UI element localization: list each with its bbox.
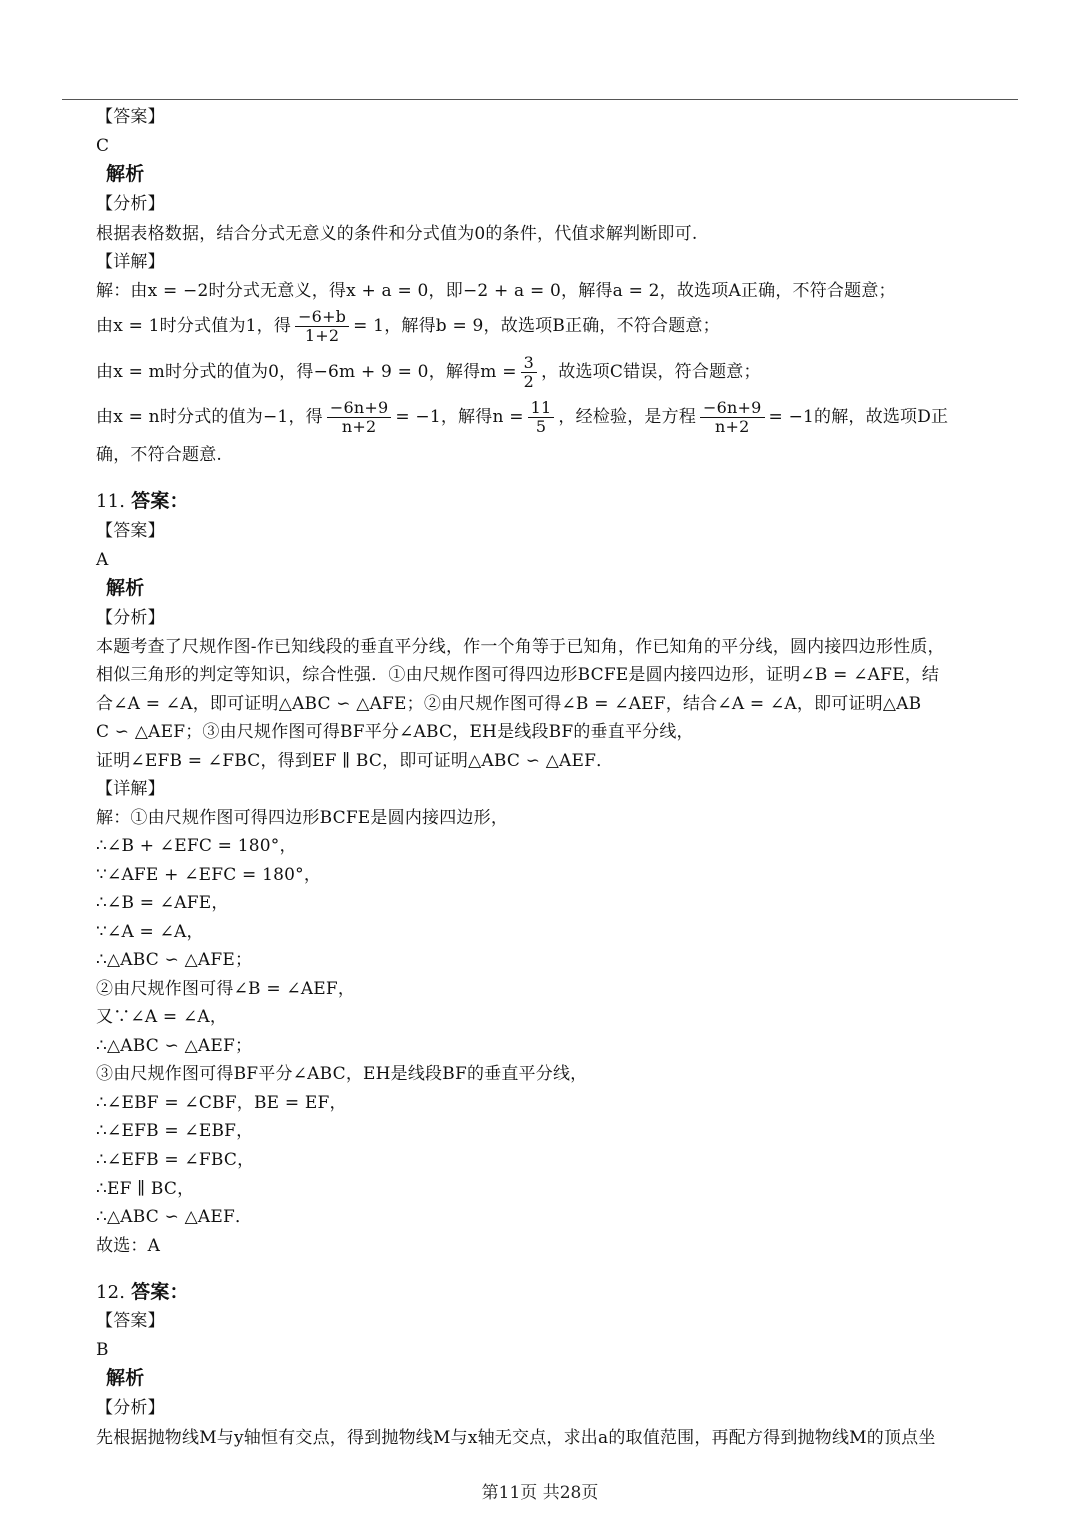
q11-step: ∵∠AFE + ∠EFC = 180°， <box>96 865 322 885</box>
q10-solution-line-5: 确，不符合题意. <box>96 445 223 465</box>
fraction-denominator: 2 <box>523 372 535 391</box>
q11-fenxi-line: 合∠A = ∠A，即可证明△ABC ∽ △AFE；②由尺规作图可得∠B = ∠AEF，结合∠A = ∠A，即可证明△AB <box>96 694 922 714</box>
q10-l3-pre: 由x = m时分式的值为0，得−6m + 9 = 0，解得m = <box>96 362 517 382</box>
q12-heading-label: 答案： <box>131 1281 189 1303</box>
q11-fenxi-line: C ∽ △AEF；③由尺规作图可得BF平分∠ABC，EH是线段BF的垂直平分线， <box>96 722 694 742</box>
q12-analysis-title: 解析 <box>106 1367 145 1389</box>
q10-fenxi-text: 根据表格数据，结合分式无意义的条件和分式值为0的条件，代值求解判断即可. <box>96 224 698 244</box>
q11-step: ∴△ABC ∽ △AFE； <box>96 950 253 970</box>
q11-fenxi-line: 证明∠EFB = ∠FBC，得到EF ∥ BC，即可证明△ABC ∽ △AEF． <box>96 751 614 771</box>
q11-step: ∴∠B + ∠EFC = 180°， <box>96 836 297 856</box>
q10-l2-pre: 由x = 1时分式值为1，得 <box>96 316 292 336</box>
fraction-numerator: 11 <box>528 399 555 418</box>
fraction-numerator: −6+b <box>295 308 349 327</box>
q11-step: 解：①由尺规作图可得四边形BCFE是圆内接四边形， <box>96 808 509 828</box>
q11-fenxi-line: 相似三角形的判定等知识，综合性强．①由尺规作图可得四边形BCFE是圆内接四边形，证明∠B = ∠AFE，结 <box>96 665 940 685</box>
header-rule <box>62 99 1018 100</box>
fraction-denominator: 1+2 <box>304 326 340 345</box>
q11-heading-label: 答案： <box>131 490 189 512</box>
q10-solution-line-4 <box>96 397 948 437</box>
q11-step: ∴△ABC ∽ △AEF； <box>96 1036 253 1056</box>
q11-step: ③由尺规作图可得BF平分∠ABC，EH是线段BF的垂直平分线， <box>96 1064 588 1084</box>
q11-step: ∴EF ∥ BC， <box>96 1179 195 1199</box>
q10-l4-pre: 由x = n时分式的值为−1，得 <box>96 407 323 427</box>
fraction-denominator: n+2 <box>715 417 750 436</box>
q10-xiangjie-label: 【详解】 <box>96 252 165 272</box>
q11-step: ∴∠EBF = ∠CBF，BE = EF， <box>96 1093 347 1113</box>
q10-l3-fraction <box>521 354 537 391</box>
fraction-denominator: n+2 <box>341 417 377 436</box>
q10-l4-mid2: ，经检验，是方程 <box>558 407 697 427</box>
q11-number: 11. <box>96 491 126 512</box>
q12-answer-label: 【答案】 <box>96 1311 165 1331</box>
q10-solution-line-3 <box>96 352 761 392</box>
q10-solution-line-1: 解：由x = −2时分式无意义，得x + a = 0，即−2 + a = 0，解得a = 2，故选项A正确，不符合题意； <box>96 281 896 301</box>
q12-fenxi-label: 【分析】 <box>96 1398 165 1418</box>
q11-analysis-title: 解析 <box>106 577 145 599</box>
q12-fenxi-text: 先根据抛物线M与y轴恒有交点，得到抛物线M与x轴无交点，求出a的取值范围，再配方得到抛物线M的顶点坐 <box>96 1428 936 1448</box>
q11-xiangjie-label: 【详解】 <box>96 779 165 799</box>
q11-heading <box>96 489 189 514</box>
q10-analysis-title: 解析 <box>106 163 145 185</box>
q10-l4-fraction-1 <box>327 399 391 436</box>
q11-fenxi-line: 本题考查了尺规作图-作已知线段的垂直平分线，作一个角等于已知角，作已知角的平分线，圆内接四边形性质， <box>96 637 945 657</box>
q11-step: 又∵∠A = ∠A， <box>96 1007 228 1027</box>
q12-answer: B <box>96 1340 109 1360</box>
q10-answer-label: 【答案】 <box>96 107 165 127</box>
q11-step: ∴△ABC ∽ △AEF． <box>96 1207 253 1227</box>
q10-l4-post: = −1的解，故选项D正 <box>768 407 949 427</box>
q10-l2-fraction <box>295 308 349 345</box>
q11-answer-label: 【答案】 <box>96 521 165 541</box>
q11-fenxi-label: 【分析】 <box>96 608 165 628</box>
q11-step: ∴∠EFB = ∠FBC， <box>96 1150 255 1170</box>
q10-l2-post: = 1，解得b = 9，故选项B正确，不符合题意； <box>353 316 720 336</box>
q10-fenxi-label: 【分析】 <box>96 194 165 214</box>
q11-step: ∴∠B = ∠AFE， <box>96 893 229 913</box>
fraction-denominator: 5 <box>535 417 547 436</box>
q10-answer: C <box>96 136 110 156</box>
q11-answer: A <box>96 550 109 570</box>
fraction-numerator: −6n+9 <box>327 399 391 418</box>
q11-step: ∴∠EFB = ∠EBF， <box>96 1121 254 1141</box>
q10-l4-fraction-2 <box>528 399 555 436</box>
q11-conclusion: 故选：A <box>96 1236 161 1256</box>
q10-l4-fraction-3 <box>700 399 764 436</box>
q12-number: 12. <box>96 1282 126 1303</box>
q11-step: ②由尺规作图可得∠B = ∠AEF， <box>96 979 356 999</box>
q12-heading <box>96 1280 189 1305</box>
q10-l3-post: ，故选项C错误，符合题意； <box>541 362 761 382</box>
fraction-numerator: −6n+9 <box>700 399 764 418</box>
q10-solution-line-2 <box>96 306 720 346</box>
q10-l4-mid: = −1，解得n = <box>395 407 524 427</box>
fraction-numerator: 3 <box>521 354 537 373</box>
page-footer: 第11页 共28页 <box>481 1483 599 1503</box>
q11-step: ∵∠A = ∠A， <box>96 922 204 942</box>
